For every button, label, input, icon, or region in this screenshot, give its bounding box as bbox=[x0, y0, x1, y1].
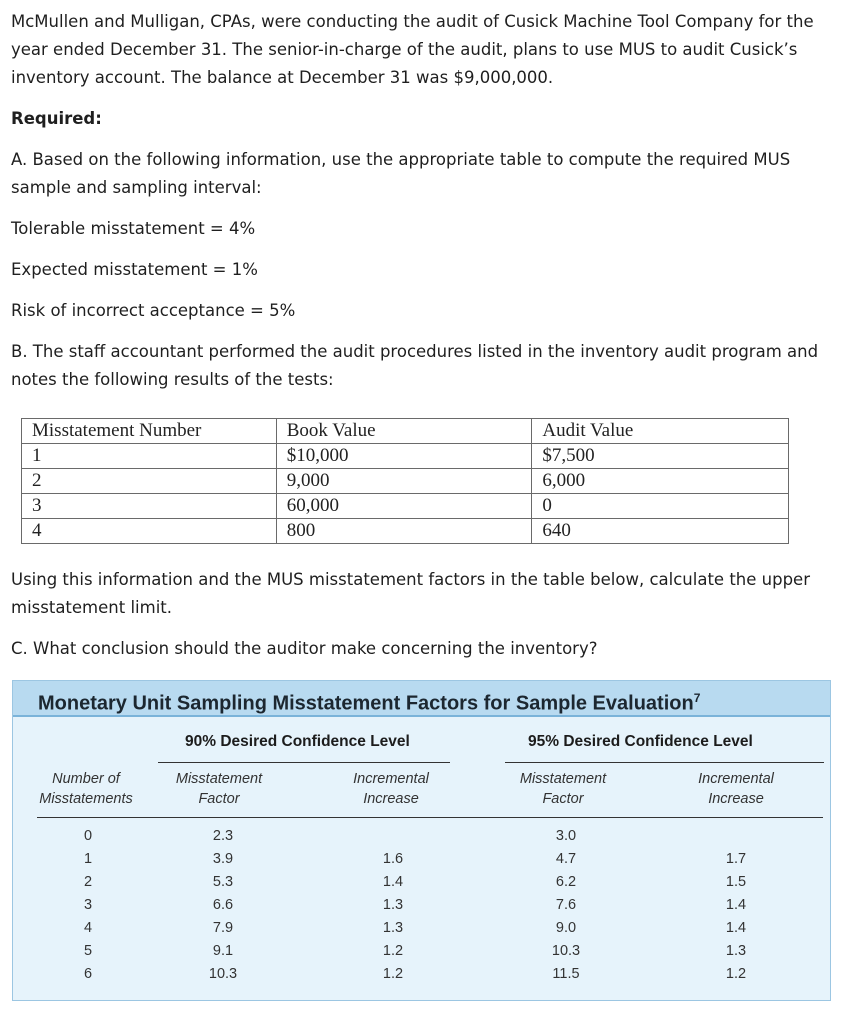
factor-cell: 1.4 bbox=[725, 897, 747, 913]
factor-cell: 11.5 bbox=[552, 966, 580, 982]
factors-title bbox=[13, 681, 830, 717]
problem-text-continued bbox=[11, 566, 837, 663]
factor-cell: 3.9 bbox=[212, 851, 234, 867]
part-a-text: A. Based on the following information, use the appropriate table to compute the required MUS sample and sampling interval: bbox=[11, 150, 791, 197]
misstatement-number-cell: 4 bbox=[22, 519, 277, 544]
factor-cell: 1.3 bbox=[725, 943, 747, 959]
intro-paragraph: McMullen and Mulligan, CPAs, were conducting the audit of Cusick Machine Tool Company for the year ended December 31. The senior-in-charge of the audit, plans to use MUS to audit Cusick’s inventory account. The balance at December 31 was $9,000,000. bbox=[11, 12, 814, 87]
factor-cell: 1 bbox=[83, 851, 93, 867]
audit-value-cell: 6,000 bbox=[532, 469, 789, 494]
misstatement-number-cell: 3 bbox=[22, 494, 277, 519]
col-number-values bbox=[68, 825, 108, 986]
factor-cell: 1.2 bbox=[725, 966, 747, 982]
factor-cell: 1.6 bbox=[382, 851, 404, 867]
col-number-header: Number of Misstatements bbox=[39, 771, 133, 807]
header-rule bbox=[37, 817, 823, 818]
required-heading: Required: bbox=[11, 109, 102, 128]
factors-title-text: Monetary Unit Sampling Misstatement Factors for Sample Evaluation bbox=[38, 692, 694, 715]
misstatement-number-cell: 1 bbox=[22, 444, 277, 469]
factor-cell: 1.4 bbox=[725, 920, 747, 936]
group-90-rule bbox=[158, 762, 450, 763]
factor-cell: 5 bbox=[83, 943, 93, 959]
expected-misstatement: Expected misstatement = 1% bbox=[11, 260, 258, 279]
book-value-cell: 9,000 bbox=[276, 469, 532, 494]
factor-cell: 3 bbox=[83, 897, 93, 913]
factor-cell: 1.3 bbox=[382, 897, 404, 913]
book-value-cell: 800 bbox=[276, 519, 532, 544]
col-mf-90-values bbox=[193, 825, 253, 986]
factor-cell: 1.5 bbox=[725, 874, 747, 890]
audit-value-cell: 640 bbox=[532, 519, 789, 544]
factor-cell: 1.4 bbox=[382, 874, 404, 890]
tolerable-misstatement: Tolerable misstatement = 4% bbox=[11, 219, 256, 238]
table-row bbox=[22, 444, 789, 469]
part-b-followup: Using this information and the MUS misstatement factors in the table below, calculate the upper misstatement limit. bbox=[11, 570, 810, 617]
factor-cell: 2.3 bbox=[212, 828, 234, 844]
factor-cell: 1.2 bbox=[382, 966, 404, 982]
audit-value-cell: $7,500 bbox=[532, 444, 789, 469]
problem-text bbox=[11, 8, 837, 394]
header-book-value: Book Value bbox=[276, 419, 532, 444]
table-row bbox=[22, 469, 789, 494]
factor-cell: 7.6 bbox=[555, 897, 577, 913]
table-header-row bbox=[22, 419, 789, 444]
factor-cell bbox=[363, 825, 423, 848]
header-audit-value: Audit Value bbox=[532, 419, 789, 444]
col-mf-95-header: Misstatement Factor bbox=[519, 771, 607, 807]
col-ii-90-values bbox=[363, 825, 423, 986]
factor-cell bbox=[706, 825, 766, 848]
factor-cell: 4.7 bbox=[555, 851, 577, 867]
group-95-rule bbox=[505, 762, 824, 763]
factor-cell: 0 bbox=[83, 828, 93, 844]
confidence-90-heading: 90% Desired Confidence Level bbox=[185, 733, 410, 750]
factor-cell: 9.0 bbox=[555, 920, 577, 936]
factor-cell: 5.3 bbox=[212, 874, 234, 890]
factor-cell: 6.2 bbox=[555, 874, 577, 890]
col-ii-90-header: Incremental Increase bbox=[353, 771, 429, 807]
factor-cell: 1.3 bbox=[382, 920, 404, 936]
risk-of-incorrect-acceptance: Risk of incorrect acceptance = 5% bbox=[11, 301, 296, 320]
book-value-cell: $10,000 bbox=[276, 444, 532, 469]
factor-cell: 4 bbox=[83, 920, 93, 936]
misstatement-number-cell: 2 bbox=[22, 469, 277, 494]
mus-factors-panel bbox=[12, 680, 831, 1001]
col-ii-95-values bbox=[706, 825, 766, 986]
header-misstatement-number: Misstatement Number bbox=[22, 419, 277, 444]
audit-value-cell: 0 bbox=[532, 494, 789, 519]
factor-cell: 9.1 bbox=[212, 943, 234, 959]
factor-cell: 7.9 bbox=[212, 920, 234, 936]
factor-cell: 10.3 bbox=[551, 943, 581, 959]
part-b-text: B. The staff accountant performed the audit procedures listed in the inventory audit program and notes the following results of the tests: bbox=[11, 342, 819, 389]
factor-cell: 6 bbox=[83, 966, 93, 982]
col-ii-95-header: Incremental Increase bbox=[698, 771, 774, 807]
factor-cell: 1.2 bbox=[382, 943, 404, 959]
confidence-95-heading: 95% Desired Confidence Level bbox=[528, 733, 753, 750]
factor-cell: 6.6 bbox=[212, 897, 234, 913]
misstatement-table bbox=[21, 418, 789, 544]
factor-cell: 3.0 bbox=[555, 828, 577, 844]
col-mf-90-header: Misstatement Factor bbox=[175, 771, 263, 807]
footnote-marker: 7 bbox=[693, 691, 701, 705]
table-row bbox=[22, 494, 789, 519]
factor-cell: 1.7 bbox=[725, 851, 747, 867]
part-c-text: C. What conclusion should the auditor make concerning the inventory? bbox=[11, 639, 598, 658]
col-mf-95-values bbox=[536, 825, 596, 986]
table-row bbox=[22, 519, 789, 544]
factor-cell: 2 bbox=[83, 874, 93, 890]
book-value-cell: 60,000 bbox=[276, 494, 532, 519]
factor-cell: 10.3 bbox=[208, 966, 238, 982]
